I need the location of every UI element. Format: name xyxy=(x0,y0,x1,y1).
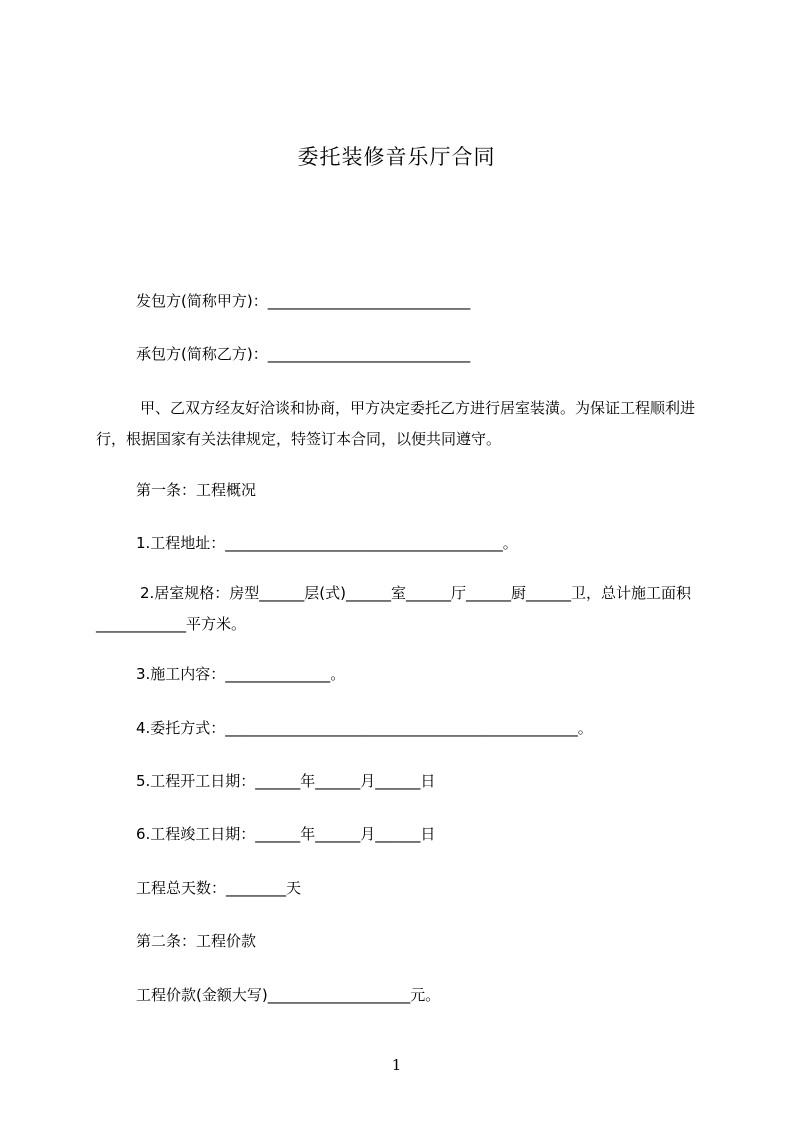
page-number: 1 xyxy=(391,1056,402,1074)
item-2-room-spec: 2.居室规格：房型______层(式)______室______厅______厨______卫，总计施工面积____________平方米。 xyxy=(96,584,692,633)
item-4-method: 4.委托方式：_______________________________________________。 xyxy=(136,719,593,737)
intro-paragraph: 甲、乙双方经友好洽谈和协商，甲方决定委托乙方进行居室装潢。为保证工程顺利进行，根据国家有关法律规定，特签订本合同，以便共同遵守。 xyxy=(96,399,696,448)
total-days-line: 工程总天数：________天 xyxy=(136,879,302,897)
item-3-content: 3.施工内容：______________。 xyxy=(136,665,346,683)
item-1-address: 1.工程地址：_____________________________________。 xyxy=(136,534,518,552)
document-title: 委托装修音乐厅合同 xyxy=(297,145,496,169)
article-2-heading: 第二条：工程价款 xyxy=(136,932,257,950)
party-a-line: 发包方(简称甲方)：___________________________ xyxy=(136,292,471,310)
party-b-line: 承包方(简称乙方)：___________________________ xyxy=(136,345,471,363)
item-6-end-date: 6.工程竣工日期：______年______月______日 xyxy=(136,825,436,843)
article-1-heading: 第一条：工程概况 xyxy=(136,481,257,499)
item-5-start-date: 5.工程开工日期：______年______月______日 xyxy=(136,772,436,790)
price-line: 工程价款(金额大写)___________________元。 xyxy=(136,986,441,1004)
